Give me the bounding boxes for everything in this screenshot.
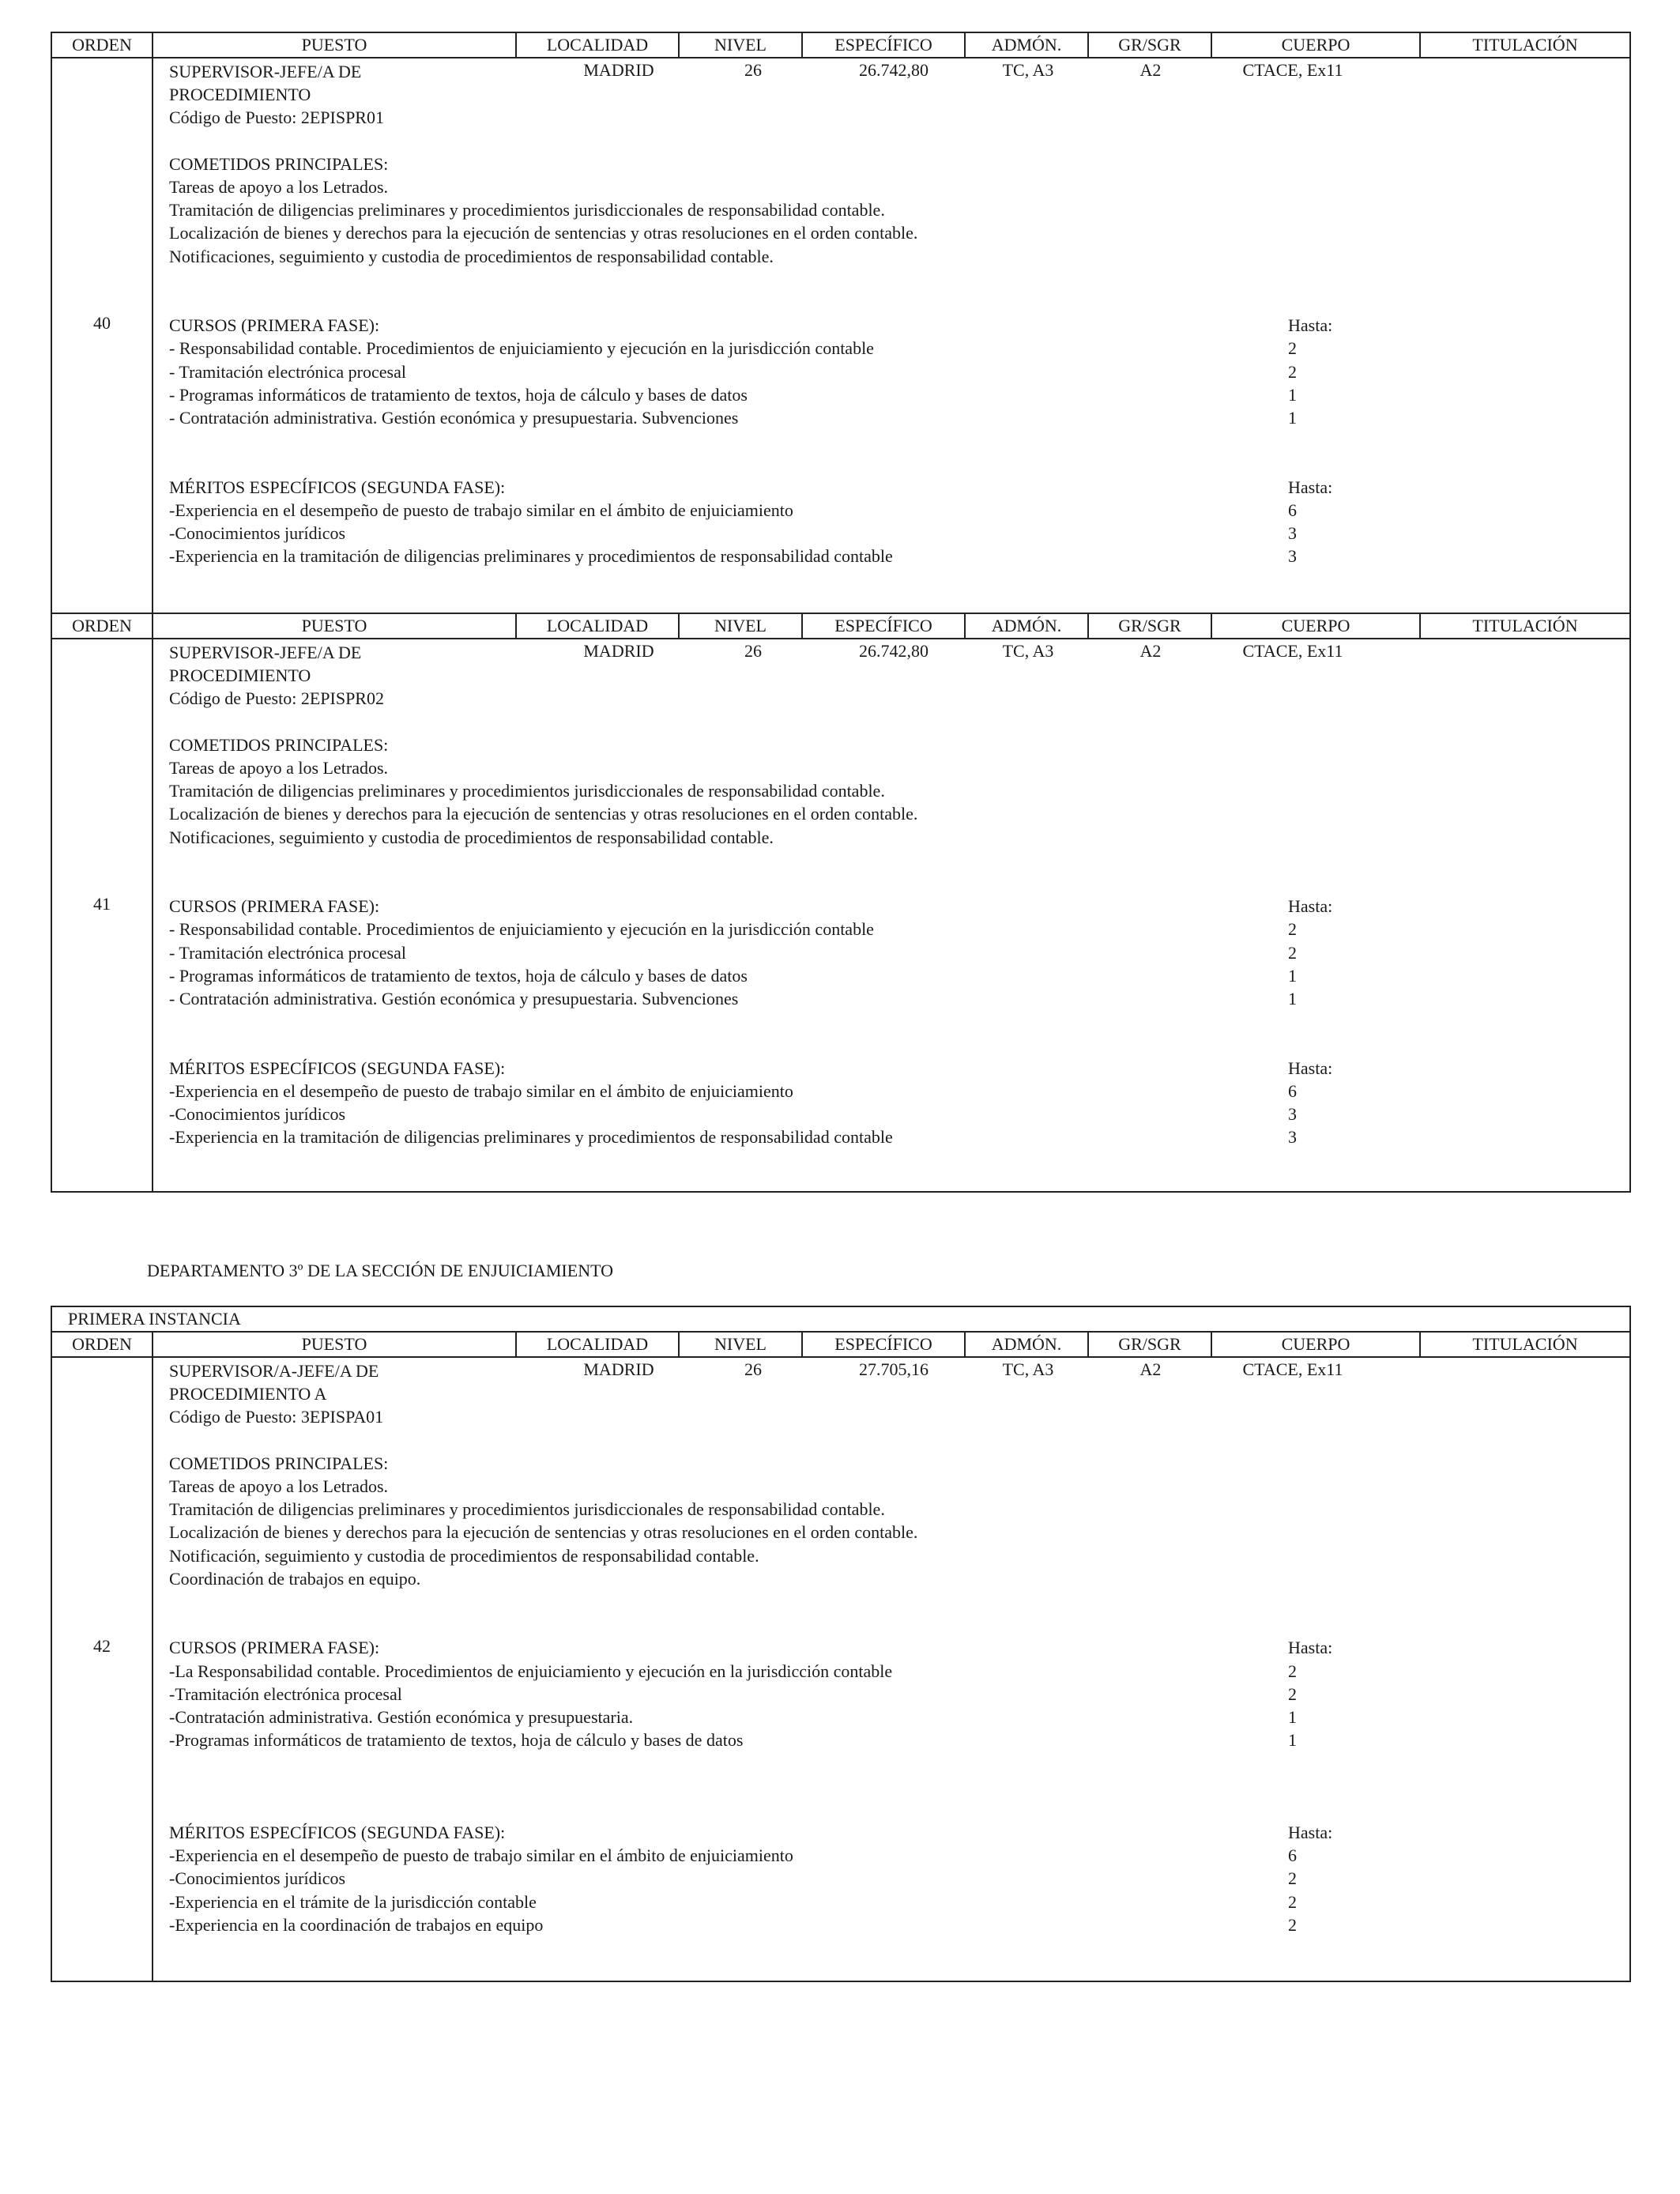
points-column: Hasta: 2 2 1 1 Hasta: 6 3 3 bbox=[1288, 315, 1333, 567]
col-header-orden: ORDEN bbox=[52, 614, 153, 638]
admon-value: TC, A3 bbox=[1002, 60, 1054, 80]
cuerpo-value: CTACE, Ex11 bbox=[1242, 641, 1343, 661]
col-header-admon: ADMÓN. bbox=[966, 1333, 1089, 1356]
col-header-localidad: LOCALIDAD bbox=[517, 1333, 680, 1356]
col-header-puesto: PUESTO bbox=[153, 614, 517, 638]
col-header-titulacion: TITULACIÓN bbox=[1472, 35, 1578, 55]
nivel-value: 26 bbox=[744, 1359, 762, 1379]
col-header-nivel: NIVEL bbox=[680, 614, 803, 638]
admon-value: TC, A3 bbox=[1002, 641, 1054, 661]
points-column: Hasta: 2 2 1 1 Hasta: 6 2 2 2 bbox=[1288, 1638, 1333, 1935]
col-header-cuerpo: CUERPO bbox=[1212, 1333, 1421, 1356]
localidad-value: MADRID bbox=[583, 641, 654, 661]
localidad-value: MADRID bbox=[583, 60, 654, 80]
table-row bbox=[52, 58, 1629, 613]
cuerpo-value: CTACE, Ex11 bbox=[1242, 60, 1343, 80]
localidad-value: MADRID bbox=[583, 1359, 654, 1379]
column-divider bbox=[152, 1358, 153, 1981]
col-header-especifico: ESPECÍFICO bbox=[803, 614, 966, 638]
position-table-41 bbox=[51, 613, 1631, 1193]
primera-instancia-label: PRIMERA INSTANCIA bbox=[52, 1307, 1629, 1333]
col-header-localidad: LOCALIDAD bbox=[517, 33, 680, 57]
especifico-value: 26.742,80 bbox=[859, 60, 929, 80]
especifico-value: 27.705,16 bbox=[859, 1359, 929, 1379]
position-table-40 bbox=[51, 32, 1631, 614]
grsgr-value: A2 bbox=[1139, 1359, 1162, 1379]
column-divider bbox=[152, 639, 153, 1191]
table-row bbox=[52, 1358, 1629, 1981]
table-row bbox=[52, 639, 1629, 1191]
col-header-cuerpo: CUERPO bbox=[1212, 33, 1421, 57]
nivel-value: 26 bbox=[744, 641, 762, 661]
col-header-grsgr: GR/SGR bbox=[1089, 614, 1212, 638]
table-header-row bbox=[52, 1333, 1629, 1358]
col-header-puesto: PUESTO bbox=[153, 1333, 517, 1356]
especifico-value: 26.742,80 bbox=[859, 641, 929, 661]
table-header-row bbox=[52, 614, 1629, 639]
col-header-titulacion: TITULACIÓN bbox=[1472, 1334, 1578, 1354]
col-header-grsgr: GR/SGR bbox=[1089, 33, 1212, 57]
orden-number: 41 bbox=[93, 894, 111, 914]
orden-number: 40 bbox=[93, 313, 111, 333]
col-header-especifico: ESPECÍFICO bbox=[803, 1333, 966, 1356]
col-header-grsgr: GR/SGR bbox=[1089, 1333, 1212, 1356]
column-divider bbox=[152, 58, 153, 613]
cuerpo-value: CTACE, Ex11 bbox=[1242, 1359, 1343, 1379]
position-description: SUPERVISOR-JEFE/A DE PROCEDIMIENTO Código de Puesto: 2EPISPR02 COMETIDOS PRINCIPALES: Tareas de apoyo a los Letrados. Tramitación de diligencias preliminares y procedimientos jurisdiccionales de responsabilidad contable. Localización de bienes y derechos para la ejecución de sentencias y otras resoluciones en el orden contable. Notificaciones, seguimiento y custodia de procedimientos de responsabilidad contable. CURSOS (PRIMERA FASE): - Responsabilidad contable. Procedimientos de enjuiciamiento y ejecución en la jurisdicción contable - Tramitación electrónica procesal - Programas informáticos de tratamiento de textos, hoja de cálculo y bases de datos - Contratación administrativa. Gestión económica y presupuestaria. Subvenciones MÉRITOS ESPECÍFICOS (SEGUNDA FASE): -Experiencia en el desempeño de puesto de trabajo similar en el ámbito de enjuiciamiento -Conocimientos jurídicos -Experiencia en la tramitación de diligencias preliminares y procedimientos de responsabilidad contable bbox=[169, 643, 918, 1148]
col-header-orden: ORDEN bbox=[52, 1333, 153, 1356]
admon-value: TC, A3 bbox=[1002, 1359, 1054, 1379]
nivel-value: 26 bbox=[744, 60, 762, 80]
col-header-especifico: ESPECÍFICO bbox=[803, 33, 966, 57]
col-header-nivel: NIVEL bbox=[680, 33, 803, 57]
col-header-admon: ADMÓN. bbox=[966, 614, 1089, 638]
position-table-42 bbox=[51, 1306, 1631, 1982]
col-header-admon: ADMÓN. bbox=[966, 33, 1089, 57]
position-description: SUPERVISOR-JEFE/A DE PROCEDIMIENTO Código de Puesto: 2EPISPR01 COMETIDOS PRINCIPALES: Tareas de apoyo a los Letrados. Tramitación de diligencias preliminares y procedimientos jurisdiccionales de responsabilidad contable. Localización de bienes y derechos para la ejecución de sentencias y otras resoluciones en el orden contable. Notificaciones, seguimiento y custodia de procedimientos de responsabilidad contable. CURSOS (PRIMERA FASE): - Responsabilidad contable. Procedimientos de enjuiciamiento y ejecución en la jurisdicción contable - Tramitación electrónica procesal - Programas informáticos de tratamiento de textos, hoja de cálculo y bases de datos - Contratación administrativa. Gestión económica y presupuestaria. Subvenciones MÉRITOS ESPECÍFICOS (SEGUNDA FASE): -Experiencia en el desempeño de puesto de trabajo similar en el ámbito de enjuiciamiento -Conocimientos jurídicos -Experiencia en la tramitación de diligencias preliminares y procedimientos de responsabilidad contable bbox=[169, 62, 918, 567]
col-header-puesto: PUESTO bbox=[153, 33, 517, 57]
col-header-cuerpo: CUERPO bbox=[1212, 614, 1421, 638]
section-title: DEPARTAMENTO 3º DE LA SECCIÓN DE ENJUICIAMIENTO bbox=[147, 1261, 614, 1280]
col-header-orden: ORDEN bbox=[52, 33, 153, 57]
position-description: SUPERVISOR/A-JEFE/A DE PROCEDIMIENTO A Código de Puesto: 3EPISPA01 COMETIDOS PRINCIPALES: Tareas de apoyo a los Letrados. Tramitación de diligencias preliminares y procedimientos jurisdiccionales de responsabilidad contable. Localización de bienes y derechos para la ejecución de sentencias y otras resoluciones en el orden contable. Notificación, seguimiento y custodia de procedimientos de responsabilidad contable. Coordinación de trabajos en equipo. CURSOS (PRIMERA FASE): -La Responsabilidad contable. Procedimientos de enjuiciamiento y ejecución en la jurisdicción contable -Tramitación electrónica procesal -Contratación administrativa. Gestión económica y presupuestaria. -Programas informáticos de tratamiento de textos, hoja de cálculo y bases de datos MÉRITOS ESPECÍFICOS (SEGUNDA FASE): -Experiencia en el desempeño de puesto de trabajo similar en el ámbito de enjuiciamiento -Conocimientos jurídicos -Experiencia en el trámite de la jurisdicción contable -Experiencia en la coordinación de trabajos en equipo bbox=[169, 1361, 918, 1935]
table-header-row bbox=[52, 33, 1629, 58]
col-header-localidad: LOCALIDAD bbox=[517, 614, 680, 638]
grsgr-value: A2 bbox=[1139, 641, 1162, 661]
col-header-nivel: NIVEL bbox=[680, 1333, 803, 1356]
col-header-titulacion: TITULACIÓN bbox=[1472, 616, 1578, 635]
grsgr-value: A2 bbox=[1139, 60, 1162, 80]
points-column: Hasta: 2 2 1 1 Hasta: 6 3 3 bbox=[1288, 896, 1333, 1148]
orden-number: 42 bbox=[93, 1636, 111, 1656]
